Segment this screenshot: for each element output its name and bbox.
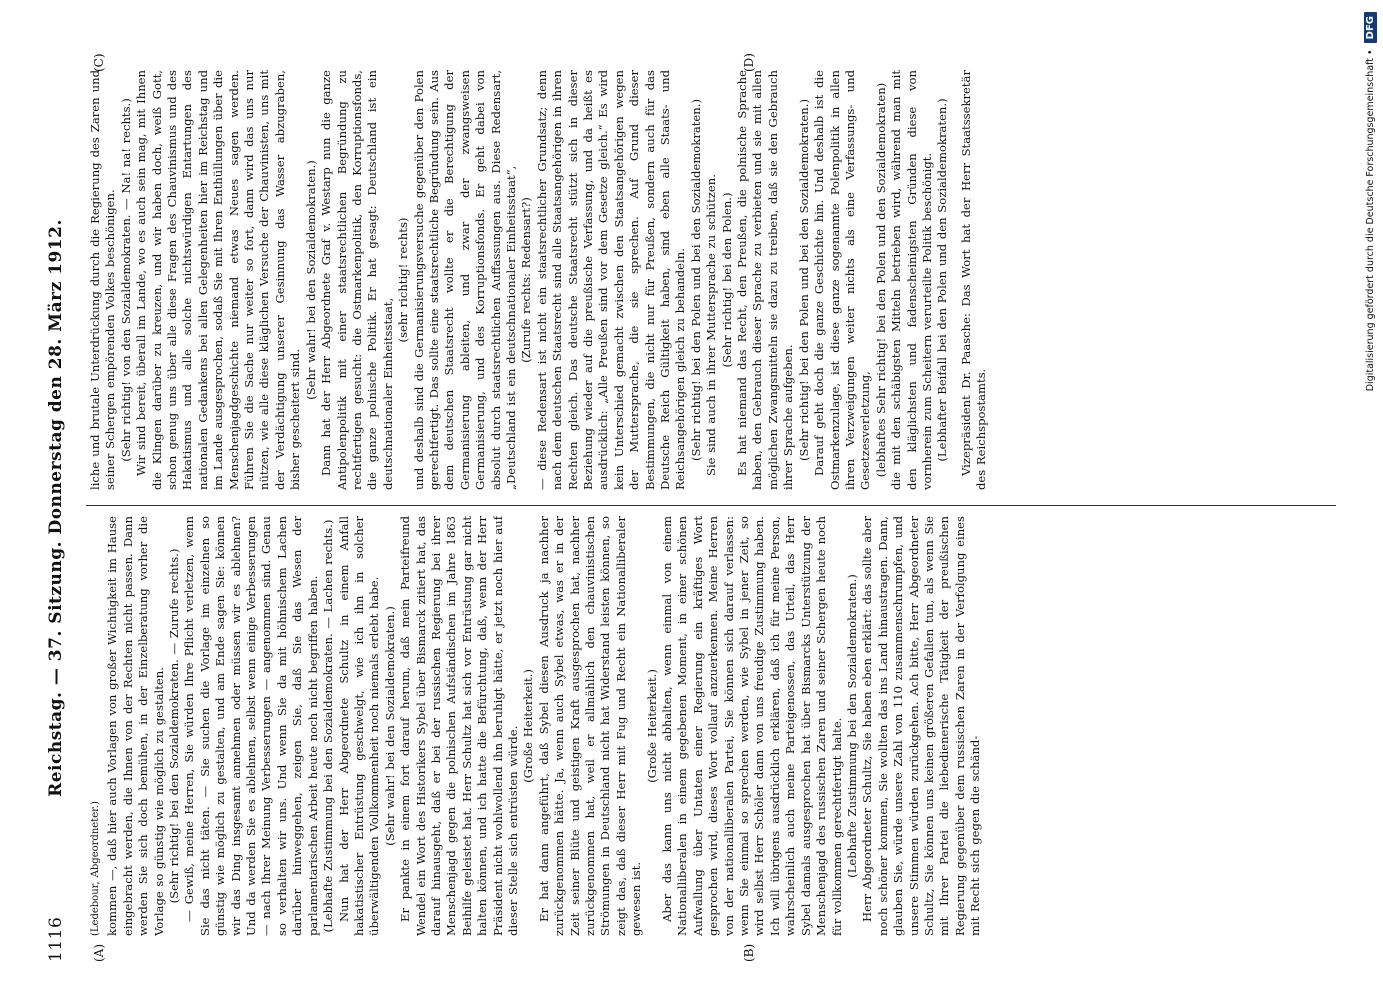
left-text-column	[88, 516, 1332, 936]
paragraph: Er hat dann angeführt, daß Sybel diesen Ausdruck ja nachher zurückgenommen hätte. Ja, wenn auch Sybel etwas, was er in der Zeit seiner Blüte und geistigen Kraft ausgesprochen hat, nachher zurückgenommen hat, weil er allmählich den chauvinistischen Strömungen in Deutschland nicht hat Widerstand leisten können, so zeigt das, daß dieser Herr mit Fug und Recht ein Nationalliberaler gewesen ist.	[536, 516, 644, 936]
dfg-logo: DFG	[1364, 12, 1377, 43]
margin-mark-c: (C)	[92, 53, 106, 72]
interjection: (Sehr richtig! von den Sozialdemokraten. — Na! na! rechts.)	[118, 98, 133, 462]
paragraph: (Ledebour, Abgeordneter.)	[90, 801, 101, 936]
interjection: (Große Heiterkeit.)	[521, 669, 536, 783]
interjection: (Sehr wahr! bei den Sozialdemokraten.)	[382, 606, 397, 846]
paragraph: Es hat niemand das Recht, den Preußen, die polnische Sprache haben, den Gebrauch dieser Sprache zu verbieten und sie mit allen möglichen Zwangsmitteln sie dazu zu treiben, daß sie den Gebrauch ihrer Sprache aufgeben.	[735, 70, 796, 490]
paragraph: Darauf geht doch die ganze Geschichte hin. Und deshalb ist die Ostmarkenzulage, ist diese ganze sogenannte Polenpolitik in allen ihren Verzweigungen weiter nichts als eine Verfassungs- und Gesetzesverletzung,	[812, 70, 873, 490]
paragraph: Herr Abgeordneter Schultz, Sie haben eben erklärt: das sollte aber noch schöner kommen, Sie wollten das ins Land hinaustragen. Dann, glauben Sie, würde unsere Zahl von 110 zusammenschrumpfen, und unsere Stimmen würden zurückgehen. Ach bitte, Herr Abgeordneter Schultz, Sie können uns keinen größeren Gefallen tun, als wenn Sie mit Ihrer Partei die liebedienerische Tätigkeit der preußischen Regierung gegenüber dem russischen Zaren in der Verfolgung eines mit Recht sich gegen die schänd-	[860, 516, 983, 936]
interjection: (Lebhafte Zustimmung bei den Sozialdemokraten.)	[844, 574, 859, 878]
paragraph: Nun hat der Herr Abgeordnete Schultz in einem Anfall hakatistischer Entrüstung geschwelgt, wie ich ihn in solcher überwältigenden Vollkommenheit noch niemals erlebt habe.	[336, 516, 382, 936]
interjection: (Sehr richtig! bei den Polen.)	[719, 192, 734, 368]
paragraph: die mit den schäbigsten Mitteln betrieben wird, während man mit den kläglichsten und fadenscheinigsten Gründen diese von vornherein zum Scheitern verurteilte Politik beschönigt.	[889, 70, 934, 490]
interjection: (lebhaftes Sehr richtig! bei den Polen und den Sozialdemokraten)	[873, 82, 888, 478]
paragraph: kommen —, daß hier auch Vorlagen von großer Wichtigkeit im Hause eingebracht werden, die Ihnen von der Rechten nicht passen. Dann werden Sie sich doch bemühen, in der Einzelberatung vorher die Vorlage so günstig wie möglich zu gestalten.	[105, 516, 166, 936]
interjection: (Zurufe rechts: Redensart?)	[519, 197, 534, 363]
interjection: (Sehr wahr! bei den Sozialdemokraten.)	[303, 160, 318, 400]
paragraph: Aber das kann uns nicht abhalten, wenn einmal von einem Nationalliberalen in einem gegebenen Moment, in einer schönen Aufwallung über Untaten einer Regierung ein kräftiges Wort gesprochen wird, dieses Wort vollauf anzuerkennen. Meine Herren von der nationalliberalen Partei, Sie können sich darauf verlassen: wenn Sie einmal so sprechen werden, wie Sybel in jener Zeit, so wird selbst Herr Schöler dann von uns freudige Zustimmung haben. Ich will übrigens ausdrücklich erklären, daß ich für meine Person, wahrscheinlich auch meine Parteigenossen, das Urteil, das Herr Sybel damals ausgesprochen hat über Bismarcks Unterstützung der Menschenjagd des russischen Zaren und seiner Schergen heute noch für vollkommen gerechtfertigt halte.	[660, 516, 844, 936]
paragraph: Er pankte in einem fort darauf herum, daß mein Parteifreund Wendel ein Wort des Historikers Sybel über Bismarck zitiert hat, das darauf hinausgeht, daß er bei der russischen Regierung bei ihrer Menschenjagd gegen die polnischen Aufständischen im Jahre 1863 Beihilfe geleistet hat. Herr Schultz hat sich vor Entrüstung gar nicht halten können, und ich hatte die Befürchtung, daß, wenn der Herr Präsident nicht wohlwollend ihn beruhigt hätte, er jetzt noch hier auf dieser Stelle sich entrüsten würde.	[398, 516, 520, 936]
interjection: (Lebhafte Zustimmung bei den Sozialdemokraten. — Lachen rechts.)	[321, 519, 336, 933]
interjection: (Sehr richtig! bei den Polen und bei den Sozialdemokraten.)	[796, 99, 811, 461]
page-header	[42, 52, 76, 964]
interjection: (Sehr richtig! bei den Sozialdemokraten. — Zurufe rechts.)	[167, 548, 182, 904]
rotated-page	[42, 52, 1342, 964]
paragraph: Sie sind auch in ihrer Muttersprache zu schützen.	[704, 174, 719, 476]
margin-mark-a: (A)	[92, 943, 106, 962]
page-number: 1116	[46, 916, 66, 962]
digitization-credit	[1361, 12, 1379, 987]
credit-text: Digitalisierung gefördert durch die Deutsche Forschungsgemeinschaft •	[1364, 49, 1376, 392]
interjection: (Lebhafter Beifall bei den Polen und den Sozialdemokraten.)	[935, 98, 950, 462]
column-divider	[86, 505, 1336, 506]
page-title: Reichstag. — 37. Sitzung. Donnerstag den 28. März 1912.	[46, 219, 66, 797]
interjection: (sehr richtig! rechts)	[396, 217, 411, 343]
margin-mark-b: (B)	[742, 943, 756, 962]
paragraph: Wir sind bereit, überall im Lande, wo es auch sein mag, mit Ihnen die Klingen darüber zu kreuzen, und wir haben doch, weiß Gott, schon genug uns über alle diese Fragen des Chauvinismus und des Hakatismus und alle solche nichtswürdigen Entartungen des nationalen Gedankens bei allen Gelegenheiten hier im Reichstag und im Lande ausgesprochen, sodaß Sie mit Ihren Enthüllungen über die Menschenjagdgeschichte niemand etwas Neues sagen werden. Führen Sie die Sache nur weiter so fort, dann wird das uns nur nützen, wie alle diese kläglichen Versuche der Chauvinisten, uns mit der Verdächtigung unserer Gesinnung das Wasser abzugraben, bisher gescheitert sind.	[134, 70, 303, 490]
paragraph: Dann hat der Herr Abgeordnete Graf v. Westarp nun die ganze Antipolenpolitik mit einer staatsrechtlichen Begründung zu rechtfertigen gesucht: die Ostmarkenpolitik, den Korruptionsfonds, die ganze polnische Politik. Er hat gesagt: Deutschland ist ein deutschnationaler Einheitsstaat,	[319, 70, 395, 490]
paragraph: und deshalb sind die Germanisierungsversuche gegenüber den Polen gerechtfertigt. Das sollte eine staatsrechtliche Begründung sein. Aus dem deutschen Staatsrecht wollte er die Berechtigung der Germanisierung ableiten, und zwar der zwangsweisen Germanisierung, und des Korruptionsfonds. Er geht dabei von absolut durch staatsrechtlichen Auffassungen aus. Diese Redensart, „Deutschland ist ein deutschnationaler Einheitsstaat“,	[411, 70, 518, 490]
paragraph: Vizepräsident Dr. Paasche: Das Wort hat der Herr Staatssekretär des Reichspostamts.	[958, 70, 989, 490]
margin-mark-d: (D)	[742, 53, 756, 72]
right-text-column	[88, 70, 1332, 490]
paragraph: liche und brutale Unterdrückung durch die Regierung des Zaren und seiner Schergen empörenden Volkes beschönigen.	[88, 70, 118, 490]
paragraph: — diese Redensart ist nicht ein staatsrechtlicher Grundsatz; denn nach dem deutschen Staatsrecht sind alle Staatsangehörigen in ihren Rechten gleich. Das deutsche Staatsrecht stützt sich in dieser Beziehung wieder auf die preußische Verfassung, und da heißt es ausdrücklich: „Alle Preußen sind vor dem Gesetze gleich.“ Es wird kein Unterschied gemacht zwischen den Staatsangehörigen wegen der Muttersprache, die sie sprechen. Auf Grund dieser Bestimmungen, die nicht nur für Preußen, sondern auch für das Deutsche Reich Gültigkeit haben, sind eben alle Staats- und Reichsangehörigen gleich zu behandeln.	[534, 70, 688, 490]
paragraph: — Gewiß, meine Herren, Sie würden Ihre Pflicht verletzen, wenn Sie das nicht täten. — Sie suchen die Vorlage im einzelnen so günstig wie möglich zu gestalten, und am Ende sagen Sie: können wir das Ding insgesamt annehmen oder müssen wir es ablehnen? Und da werden Sie es ablehnen, selbst wenn einige Verbesserungen — nach Ihrer Meinung Verbesserungen — angenommen sind. Genau so verhalten wir uns. Und wenn Sie da mit höhnischem Lachen darüber hinweggehen, zeigen Sie, daß Sie das Wesen der parlamentarischen Arbeit heute noch nicht begriffen haben.	[182, 516, 320, 936]
interjection: (Sehr richtig! bei den Polen und bei den Sozialdemokraten.)	[688, 99, 703, 461]
interjection: (Große Heiterkeit.)	[644, 669, 659, 783]
